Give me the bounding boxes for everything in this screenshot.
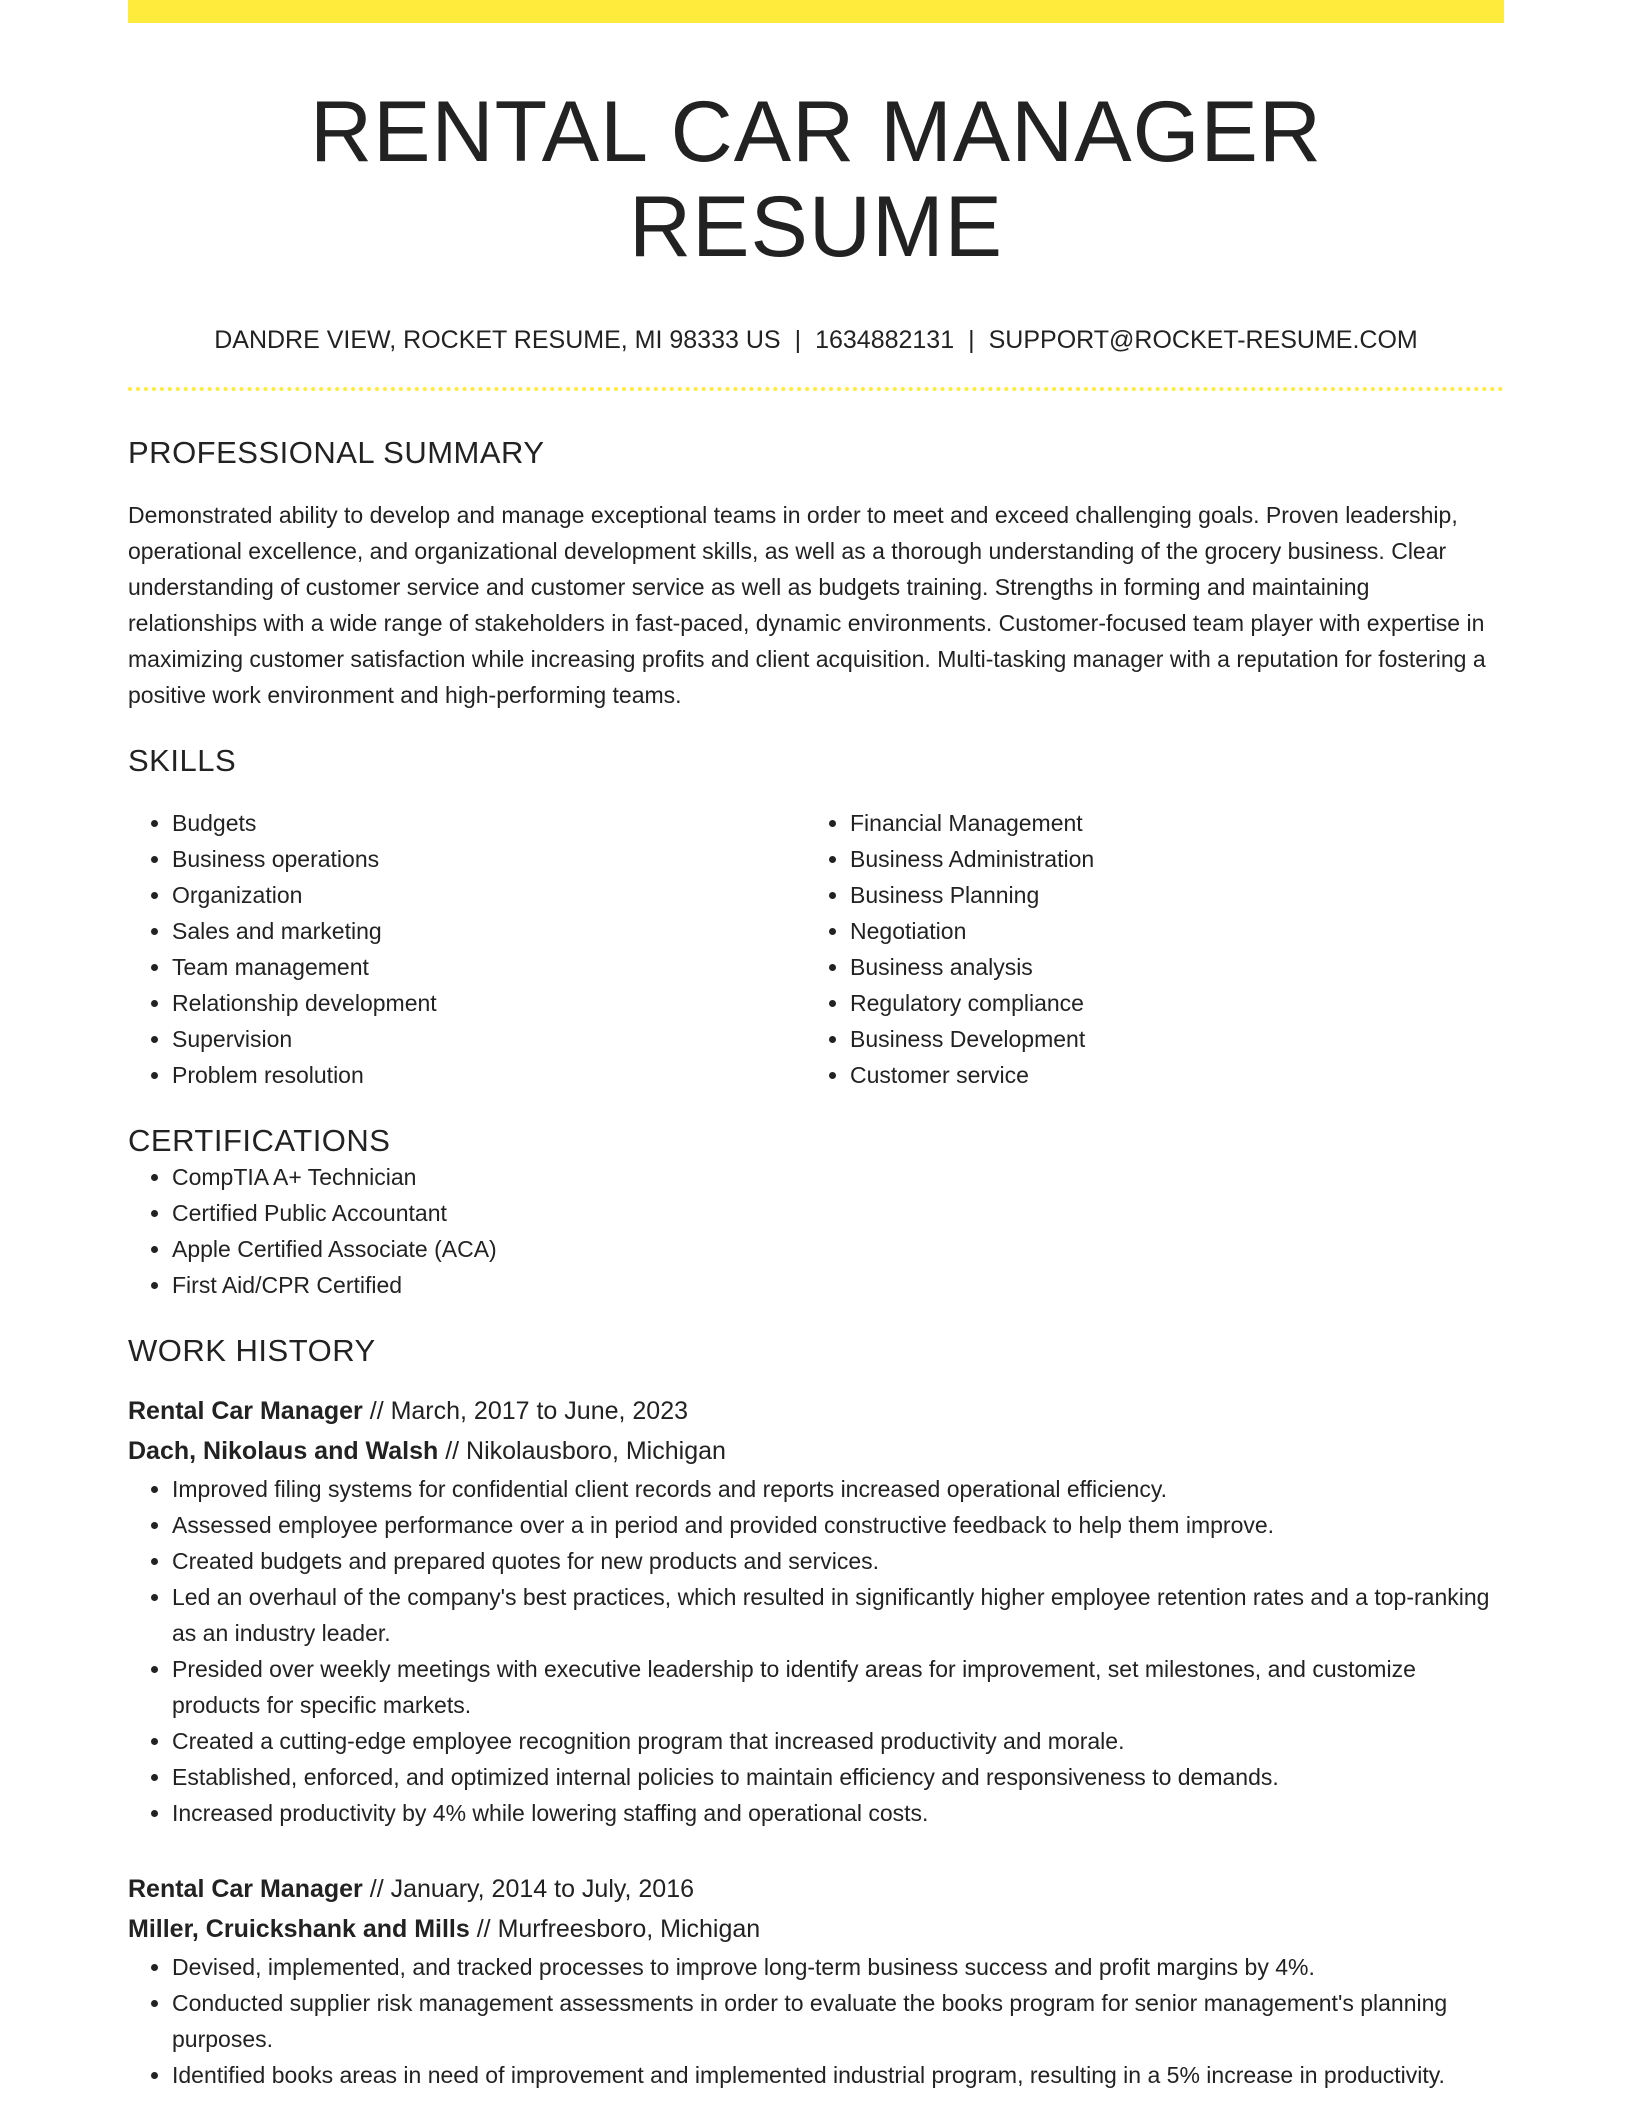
job-company: Dach, Nikolaus and Walsh [128,1437,439,1466]
dotted-divider [128,387,1504,391]
resume-page [128,0,1504,2093]
contact-separator: | [968,326,975,355]
certifications-list [128,1159,1504,1303]
job-role-line [128,1391,1504,1431]
accent-top-bar [128,0,1504,23]
job-bullet: • Created a cutting-edge employee recognition program that increased productivity and morale. [172,1723,1504,1759]
job-bullet: • Assessed employee performance over a in period and provided constructive feedback to help them improve. [172,1507,1504,1543]
job-bullet: • Established, enforced, and optimized internal policies to maintain efficiency and responsiveness to demands. [172,1759,1504,1795]
skill-item: • Team management [172,949,806,985]
job-company: Miller, Cruickshank and Mills [128,1915,470,1944]
skill-item: • Business analysis [850,949,1484,985]
certifications-heading: CERTIFICATIONS [128,1123,391,1159]
certification-item: • Certified Public Accountant [172,1195,1504,1231]
job-role: Rental Car Manager [128,1875,363,1904]
contact-address: DANDRE VIEW, ROCKET RESUME, MI 98333 US [214,326,781,355]
skills-column-left [128,805,806,1093]
job-bullets [128,1949,1504,2093]
job-company-line [128,1909,1504,1949]
job-company-line [128,1431,1504,1471]
job-bullets [128,1471,1504,1831]
skills-list-left [128,805,806,1093]
job-bullet: • Presided over weekly meetings with executive leadership to identify areas for improvement, set milestones, and customize products for specific markets. [172,1651,1504,1723]
job-entry [128,1391,1504,1831]
skill-item: • Problem resolution [172,1057,806,1093]
skill-item: • Business operations [172,841,806,877]
contact-email: SUPPORT@ROCKET-RESUME.COM [988,326,1418,355]
skill-item: • Business Administration [850,841,1484,877]
certification-item: • Apple Certified Associate (ACA) [172,1231,1504,1267]
certification-item: • CompTIA A+ Technician [172,1159,1504,1195]
job-bullet: • Identified books areas in need of improvement and implemented industrial program, resulting in a 5% increase in productivity. [172,2057,1504,2093]
contact-line [128,326,1504,355]
summary-heading: PROFESSIONAL SUMMARY [128,435,545,471]
skill-item: • Sales and marketing [172,913,806,949]
skills-heading: SKILLS [128,743,237,779]
job-bullet: • Increased productivity by 4% while lowering staffing and operational costs. [172,1795,1504,1831]
job-bullet: • Conducted supplier risk management assessments in order to evaluate the books program for senior management's planning purposes. [172,1985,1504,2057]
job-bullet: • Improved filing systems for confidential client records and reports increased operational efficiency. [172,1471,1504,1507]
skill-item: • Regulatory compliance [850,985,1484,1021]
skill-item: • Financial Management [850,805,1484,841]
job-location: // Murfreesboro, Michigan [469,1915,761,1944]
skill-item: • Budgets [172,805,806,841]
job-role-line [128,1869,1504,1909]
job-bullet: • Devised, implemented, and tracked processes to improve long-term business success and profit margins by 4%. [172,1949,1504,1985]
skill-item: • Negotiation [850,913,1484,949]
skill-item: • Organization [172,877,806,913]
skill-item: • Relationship development [172,985,806,1021]
work-history-heading: WORK HISTORY [128,1333,376,1369]
contact-phone: 1634882131 [815,326,955,355]
resume-title: RENTAL CAR MANAGER RESUME [310,84,1322,275]
certification-item: • First Aid/CPR Certified [172,1267,1504,1303]
job-dates: // January, 2014 to July, 2016 [362,1875,695,1904]
job-entry [128,1869,1504,2093]
skills-list-right [806,805,1484,1093]
skills-column-right [806,805,1484,1093]
job-location: // Nikolausboro, Michigan [438,1437,726,1466]
contact-separator: | [794,326,802,355]
job-role: Rental Car Manager [128,1397,363,1426]
job-bullet: • Led an overhaul of the company's best practices, which resulted in significantly higher employee retention rates and a top-ranking as an industry leader. [172,1579,1504,1651]
skill-item: • Business Development [850,1021,1484,1057]
skill-item: • Business Planning [850,877,1484,913]
skill-item: • Customer service [850,1057,1484,1093]
skills-grid [128,805,1504,1093]
job-dates: // March, 2017 to June, 2023 [362,1397,689,1426]
summary-text: Demonstrated ability to develop and manage exceptional teams in order to meet and exceed challenging goals. Proven leadership, operational excellence, and organizational development skills, as well as a thorough understanding of the grocery business. Clear understanding of customer service and customer service as well as budgets training. Strengths in forming and maintaining relationships with a wide range of stakeholders in fast-paced, dynamic environments. Customer-focused team player with expertise in maximizing customer satisfaction while increasing profits and client acquisition. Multi-tasking manager with a reputation for fostering a positive work environment and high-performing teams. [128,502,1486,709]
job-bullet: • Created budgets and prepared quotes for new products and services. [172,1543,1504,1579]
skill-item: • Supervision [172,1021,806,1057]
